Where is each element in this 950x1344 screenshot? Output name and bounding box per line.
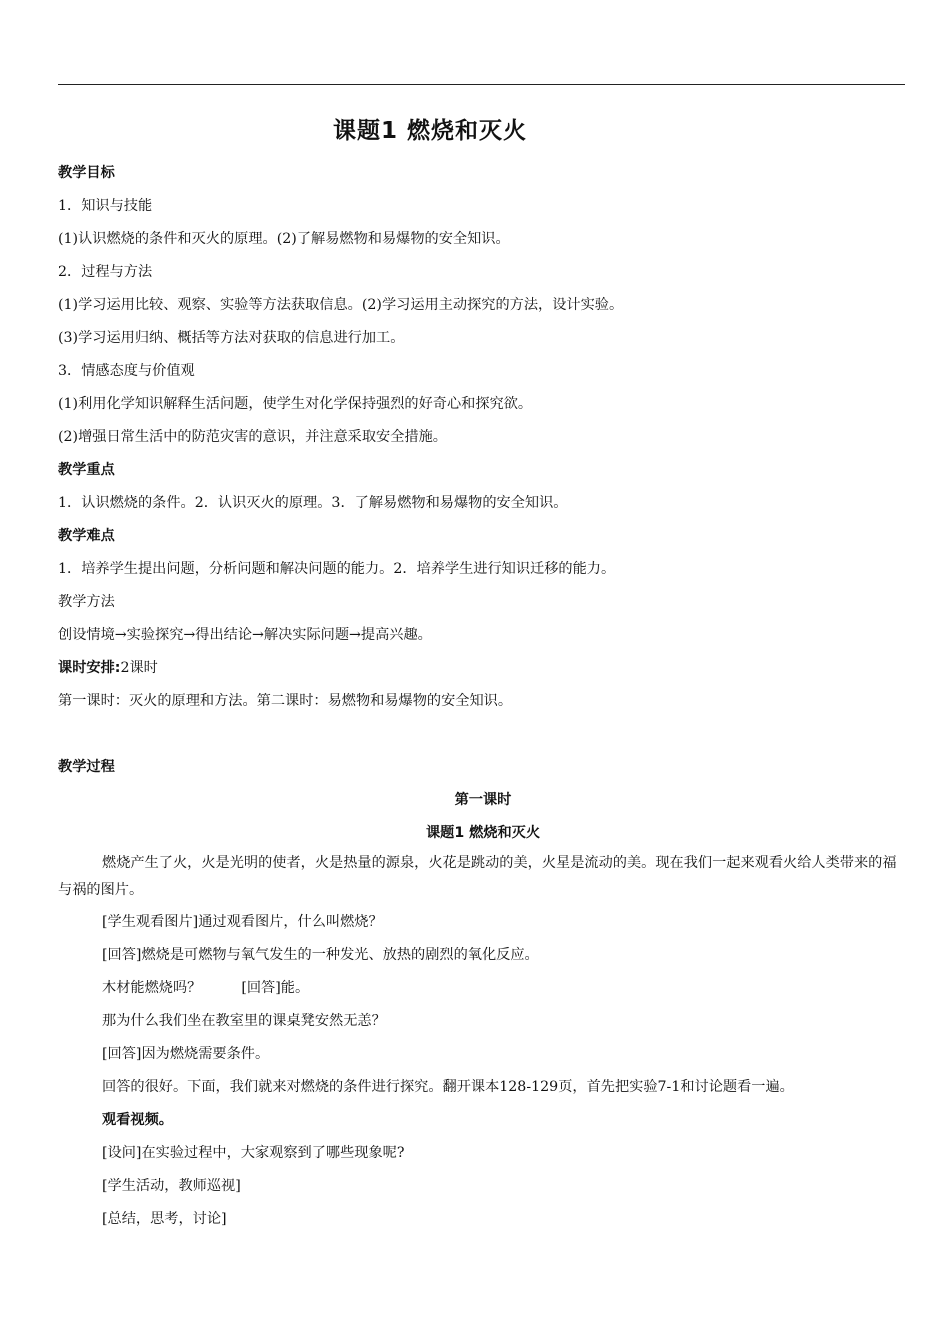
objective-1-text: (1)认识燃烧的条件和灭火的原理。(2)了解易燃物和易爆物的安全知识。 xyxy=(58,231,510,247)
difficulties-heading: 教学难点 xyxy=(58,528,115,544)
dialogue-line-2: [回答]燃烧是可燃物与氧气发生的一种发光、放热的剧烈的氧化反应。 xyxy=(102,947,539,963)
objective-3-text-1: (1)利用化学知识解释生活问题，使学生对化学保持强烈的好奇心和探究欲。 xyxy=(58,396,533,412)
dialogue-line-1: [学生观看图片]通过观看图片，什么叫燃烧？ xyxy=(102,914,383,930)
objective-2-text-2: (3)学习运用归纳、概括等方法对获取的信息进行加工。 xyxy=(58,330,405,346)
schedule-value: 2课时 xyxy=(120,660,158,676)
intro-paragraph: 燃烧产生了火，火是光明的使者，火是热量的源泉，火花是跳动的美，火星是流动的美。现在我们一起来观看火给人类带来的福与祸的图片。 xyxy=(58,855,897,898)
objective-2-heading: 2．过程与方法 xyxy=(58,264,153,280)
key-points-heading: 教学重点 xyxy=(58,462,115,478)
header-rule xyxy=(58,84,905,85)
method-text: 创设情境→实验探究→得出结论→解决实际问题→提高兴趣。 xyxy=(58,627,432,643)
schedule-label: 课时安排: xyxy=(58,660,121,676)
method-heading: 教学方法 xyxy=(58,594,115,610)
dialogue-line-4: 那为什么我们坐在教室里的课桌凳安然无恙？ xyxy=(102,1013,386,1029)
dialogue-answer: [回答]能。 xyxy=(241,980,310,996)
objective-3-text-2: (2)增强日常生活中的防范灾害的意识，并注意采取安全措施。 xyxy=(58,429,447,445)
lesson-title: 课题1 燃烧和灭火 xyxy=(425,825,541,841)
process-heading: 教学过程 xyxy=(58,759,115,775)
lesson-heading: 第一课时 xyxy=(454,792,512,808)
dialogue-line-8: [设问]在实验过程中，大家观察到了哪些现象呢? xyxy=(102,1145,405,1161)
objectives-heading: 教学目标 xyxy=(58,165,115,181)
difficulties-text: 1．培养学生提出问题，分析问题和解决问题的能力。2．培养学生进行知识迁移的能力。 xyxy=(58,561,616,577)
dialogue-line-5: [回答]因为燃烧需要条件。 xyxy=(102,1046,270,1062)
dialogue-line-10: [总结，思考，讨论] xyxy=(102,1211,227,1227)
key-points-text: 1．认识燃烧的条件。2．认识灭火的原理。3．了解易燃物和易爆物的安全知识。 xyxy=(58,495,568,511)
page-title: 课题1 燃烧和灭火 xyxy=(332,118,527,144)
dialogue-question: 木材能燃烧吗？ xyxy=(102,980,202,996)
objective-3-heading: 3．情感态度与价值观 xyxy=(58,363,195,379)
dialogue-line-9: [学生活动，教师巡视] xyxy=(102,1178,241,1194)
dialogue-line-7: 观看视频。 xyxy=(102,1112,173,1128)
dialogue-line-3 xyxy=(102,978,309,998)
schedule-detail: 第一课时：灭火的原理和方法。第二课时：易燃物和易爆物的安全知识。 xyxy=(58,693,513,709)
dialogue-line-6: 回答的很好。下面，我们就来对燃烧的条件进行探究。翻开课本128-129页，首先把实验7-1和讨论题看一遍。 xyxy=(102,1079,794,1095)
objective-2-text-1: (1)学习运用比较、观察、实验等方法获取信息。(2)学习运用主动探究的方法，设计实验。 xyxy=(58,297,624,313)
objective-1-heading: 1．知识与技能 xyxy=(58,198,153,214)
schedule-line xyxy=(58,658,158,678)
